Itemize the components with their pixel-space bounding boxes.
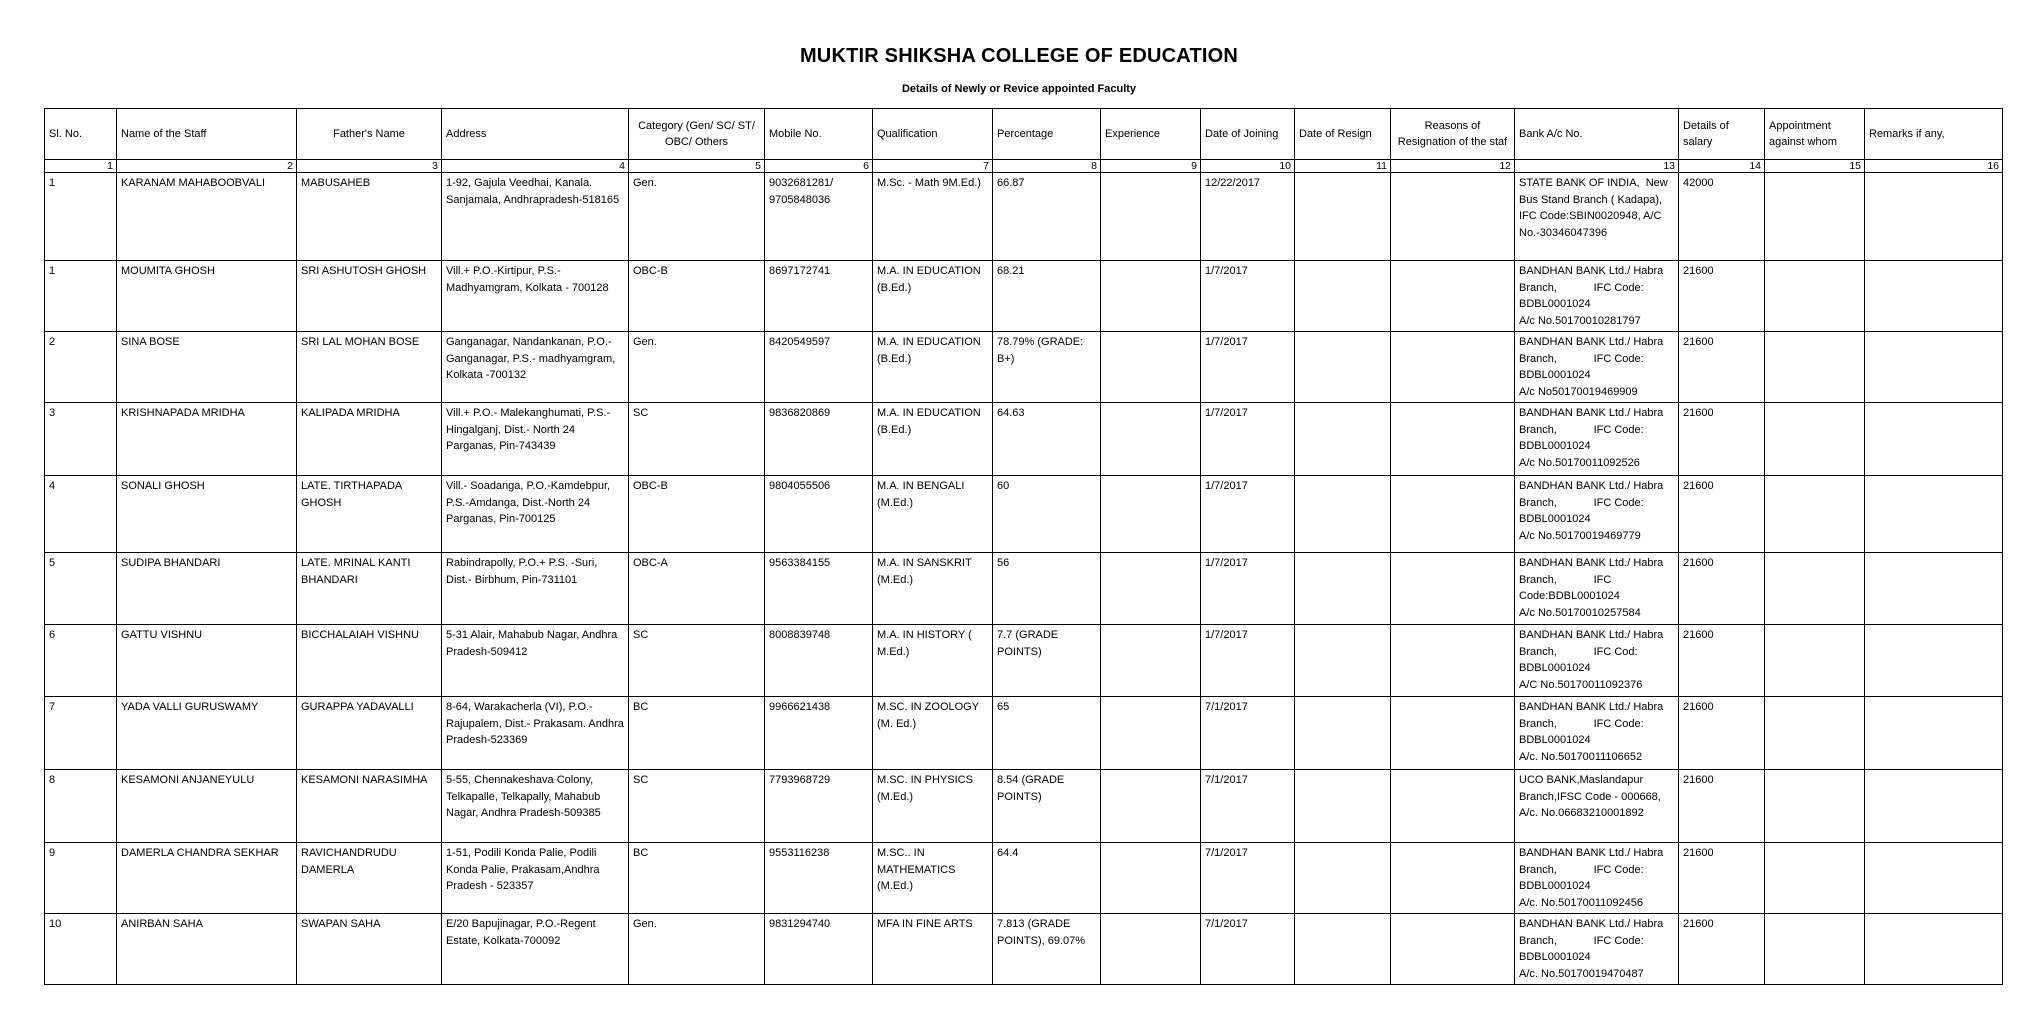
appointment-against-cell <box>1765 843 1865 914</box>
father-name-cell: KALIPADA MRIDHA <box>297 403 442 476</box>
serial-number-cell: 5 <box>45 553 117 625</box>
appointment-against-cell <box>1765 697 1865 770</box>
serial-number-cell: 1 <box>45 173 117 261</box>
table-row <box>45 914 2003 985</box>
mobile-cell: 8008839748 <box>765 625 873 697</box>
column-number: 7 <box>873 160 993 173</box>
address-cell: Vill.+ P.O.- Malekanghumati, P.S.- Hingalganj, Dist.- North 24 Parganas, Pin-743439 <box>442 403 629 476</box>
column-number: 4 <box>442 160 629 173</box>
staff-name-cell: SONALI GHOSH <box>117 476 297 553</box>
table-row <box>45 332 2003 403</box>
column-number: 3 <box>297 160 442 173</box>
appointment-against-cell <box>1765 403 1865 476</box>
category-cell: SC <box>629 625 765 697</box>
qualification-cell: M.A. IN BENGALI (M.Ed.) <box>873 476 993 553</box>
column-header: Date of Resign <box>1295 109 1391 160</box>
column-number-row <box>45 160 2003 173</box>
percentage-cell: 64.4 <box>993 843 1101 914</box>
address-cell: 5-55, Chennakeshava Colony, Telkapalle, Telkapally, Mahabub Nagar, Andhra Pradesh-509385 <box>442 770 629 843</box>
address-cell: 8-64, Warakacherla (VI), P.O.- Rajupalem, Dist.- Prakasam. Andhra Pradesh-523369 <box>442 697 629 770</box>
resign-date-cell <box>1295 403 1391 476</box>
resign-date-cell <box>1295 332 1391 403</box>
father-name-cell: RAVICHANDRUDU DAMERLA <box>297 843 442 914</box>
mobile-cell: 9836820869 <box>765 403 873 476</box>
column-header: Category (Gen/ SC/ ST/ OBC/ Others <box>629 109 765 160</box>
column-header: Appointment against whom <box>1765 109 1865 160</box>
address-cell: E/20 Bapujinagar, P.O.-Regent Estate, Kolkata-700092 <box>442 914 629 985</box>
column-number: 16 <box>1865 160 2003 173</box>
bank-account-cell <box>1515 261 1679 332</box>
resign-reason-cell <box>1391 476 1515 553</box>
bank-account-line: STATE BANK OF INDIA, New Bus Stand Branch ( Kadapa), IFC Code:SBIN0020948, A/C No.-30346047396 <box>1519 177 1671 239</box>
remarks-cell <box>1865 403 2003 476</box>
bank-account-line: BANDHAN BANK Ltd./ Habra Branch, IFC Code: BDBL0001024 <box>1519 407 1667 452</box>
salary-cell: 21600 <box>1679 553 1765 625</box>
qualification-cell: M.SC. IN ZOOLOGY (M. Ed.) <box>873 697 993 770</box>
salary-cell: 21600 <box>1679 914 1765 985</box>
resign-reason-cell <box>1391 403 1515 476</box>
appointment-against-cell <box>1765 261 1865 332</box>
staff-name-cell: KARANAM MAHABOOBVALI <box>117 173 297 261</box>
column-number: 13 <box>1515 160 1679 173</box>
table-row <box>45 697 2003 770</box>
bank-account-cell <box>1515 914 1679 985</box>
category-cell: BC <box>629 697 765 770</box>
mobile-cell: 9032681281/ 9705848036 <box>765 173 873 261</box>
experience-cell <box>1101 843 1201 914</box>
salary-cell: 21600 <box>1679 697 1765 770</box>
joining-date-cell: 1/7/2017 <box>1201 332 1295 403</box>
staff-name-cell: DAMERLA CHANDRA SEKHAR <box>117 843 297 914</box>
resign-reason-cell <box>1391 843 1515 914</box>
appointment-against-cell <box>1765 173 1865 261</box>
faculty-table <box>44 108 2003 985</box>
column-number: 14 <box>1679 160 1765 173</box>
column-header: Date of Joining <box>1201 109 1295 160</box>
salary-cell: 21600 <box>1679 843 1765 914</box>
column-number: 1 <box>45 160 117 173</box>
serial-number-cell: 7 <box>45 697 117 770</box>
column-header: Father's Name <box>297 109 442 160</box>
salary-cell: 21600 <box>1679 332 1765 403</box>
category-cell: OBC-A <box>629 553 765 625</box>
experience-cell <box>1101 914 1201 985</box>
resign-date-cell <box>1295 843 1391 914</box>
resign-reason-cell <box>1391 332 1515 403</box>
column-number: 2 <box>117 160 297 173</box>
resign-date-cell <box>1295 770 1391 843</box>
column-header: Remarks if any, <box>1865 109 2003 160</box>
bank-account-line: A/c No.50170010257584 <box>1519 606 1641 619</box>
father-name-cell: MABUSAHEB <box>297 173 442 261</box>
remarks-cell <box>1865 261 2003 332</box>
staff-name-cell: SINA BOSE <box>117 332 297 403</box>
staff-name-cell: YADA VALLI GURUSWAMY <box>117 697 297 770</box>
qualification-cell: M.SC. IN PHYSICS (M.Ed.) <box>873 770 993 843</box>
percentage-cell: 60 <box>993 476 1101 553</box>
category-cell: Gen. <box>629 332 765 403</box>
percentage-cell: 78.79% (GRADE: B+) <box>993 332 1101 403</box>
salary-cell: 42000 <box>1679 173 1765 261</box>
column-header: Address <box>442 109 629 160</box>
mobile-cell: 9553116238 <box>765 843 873 914</box>
address-cell: Vill.+ P.O.-Kirtipur, P.S.- Madhyamgram, Kolkata - 700128 <box>442 261 629 332</box>
address-cell: Vill.- Soadanga, P.O.-Kamdebpur, P.S.-Amdanga, Dist.-North 24 Parganas, Pin-700125 <box>442 476 629 553</box>
serial-number-cell: 9 <box>45 843 117 914</box>
bank-account-line: BANDHAN BANK Ltd./ Habra Branch, IFC Code: BDBL0001024 <box>1519 701 1667 746</box>
bank-account-line: UCO BANK,Maslandapur Branch,IFSC Code - 000668, A/c. No.06683210001892 <box>1519 774 1664 819</box>
resign-date-cell <box>1295 173 1391 261</box>
column-number: 11 <box>1295 160 1391 173</box>
column-header: Bank A/c No. <box>1515 109 1679 160</box>
table-row <box>45 625 2003 697</box>
percentage-cell: 7.813 (GRADE POINTS), 69.07% <box>993 914 1101 985</box>
joining-date-cell: 7/1/2017 <box>1201 697 1295 770</box>
joining-date-cell: 7/1/2017 <box>1201 843 1295 914</box>
father-name-cell: GURAPPA YADAVALLI <box>297 697 442 770</box>
percentage-cell: 65 <box>993 697 1101 770</box>
salary-cell: 21600 <box>1679 770 1765 843</box>
address-cell: 1-92, Gajula Veedhai, Kanala. Sanjamala, Andhrapradesh-518165 <box>442 173 629 261</box>
resign-date-cell <box>1295 261 1391 332</box>
column-number: 5 <box>629 160 765 173</box>
serial-number-cell: 4 <box>45 476 117 553</box>
experience-cell <box>1101 697 1201 770</box>
category-cell: OBC-B <box>629 476 765 553</box>
bank-account-line: A/c. No.50170011092456 <box>1519 896 1643 909</box>
resign-date-cell <box>1295 553 1391 625</box>
bank-account-cell <box>1515 476 1679 553</box>
table-row <box>45 173 2003 261</box>
serial-number-cell: 1 <box>45 261 117 332</box>
serial-number-cell: 10 <box>45 914 117 985</box>
column-header: Mobile No. <box>765 109 873 160</box>
column-header: Sl. No. <box>45 109 117 160</box>
joining-date-cell: 12/22/2017 <box>1201 173 1295 261</box>
column-header: Details of salary <box>1679 109 1765 160</box>
column-header: Qualification <box>873 109 993 160</box>
experience-cell <box>1101 625 1201 697</box>
percentage-cell: 8.54 (GRADE POINTS) <box>993 770 1101 843</box>
mobile-cell: 9804055506 <box>765 476 873 553</box>
father-name-cell: BICCHALAIAH VISHNU <box>297 625 442 697</box>
staff-name-cell: KESAMONI ANJANEYULU <box>117 770 297 843</box>
salary-cell: 21600 <box>1679 403 1765 476</box>
salary-cell: 21600 <box>1679 625 1765 697</box>
experience-cell <box>1101 403 1201 476</box>
bank-account-line: BANDHAN BANK Ltd./ Habra Branch, IFC Code: BDBL0001024 <box>1519 918 1667 963</box>
resign-reason-cell <box>1391 770 1515 843</box>
bank-account-cell <box>1515 553 1679 625</box>
bank-account-line: A/c No.50170011092526 <box>1519 456 1640 469</box>
qualification-cell: M.Sc. - Math 9M.Ed.) <box>873 173 993 261</box>
joining-date-cell: 1/7/2017 <box>1201 403 1295 476</box>
salary-cell: 21600 <box>1679 476 1765 553</box>
father-name-cell: LATE. MRINAL KANTI BHANDARI <box>297 553 442 625</box>
bank-account-cell <box>1515 697 1679 770</box>
joining-date-cell: 7/1/2017 <box>1201 770 1295 843</box>
joining-date-cell: 1/7/2017 <box>1201 625 1295 697</box>
qualification-cell: MFA IN FINE ARTS <box>873 914 993 985</box>
joining-date-cell: 1/7/2017 <box>1201 553 1295 625</box>
category-cell: OBC-B <box>629 261 765 332</box>
address-cell: Rabindrapolly, P.O.+ P.S. -Suri, Dist.- Birbhum, Pin-731101 <box>442 553 629 625</box>
bank-account-cell <box>1515 843 1679 914</box>
resign-date-cell <box>1295 914 1391 985</box>
qualification-cell: M.A. IN EDUCATION (B.Ed.) <box>873 332 993 403</box>
remarks-cell <box>1865 476 2003 553</box>
column-header: Experience <box>1101 109 1201 160</box>
remarks-cell <box>1865 843 2003 914</box>
experience-cell <box>1101 261 1201 332</box>
remarks-cell <box>1865 697 2003 770</box>
joining-date-cell: 7/1/2017 <box>1201 914 1295 985</box>
salary-cell: 21600 <box>1679 261 1765 332</box>
staff-name-cell: MOUMITA GHOSH <box>117 261 297 332</box>
staff-name-cell: GATTU VISHNU <box>117 625 297 697</box>
address-cell: 5-31 Alair, Mahabub Nagar, Andhra Pradesh-509412 <box>442 625 629 697</box>
address-cell: 1-51, Podili Konda Palie, Podili Konda Palie, Prakasam,Andhra Pradesh - 523357 <box>442 843 629 914</box>
bank-account-line: A/C No.50170011092376 <box>1519 678 1643 691</box>
table-row <box>45 770 2003 843</box>
column-number: 9 <box>1101 160 1201 173</box>
bank-account-cell <box>1515 403 1679 476</box>
percentage-cell: 56 <box>993 553 1101 625</box>
qualification-cell: M.A. IN HISTORY ( M.Ed.) <box>873 625 993 697</box>
mobile-cell: 9966621438 <box>765 697 873 770</box>
category-cell: SC <box>629 770 765 843</box>
table-row <box>45 553 2003 625</box>
bank-account-line: BANDHAN BANK Ltd./ Habra Branch, IFC Cod: BDBL0001024 <box>1519 629 1667 674</box>
serial-number-cell: 3 <box>45 403 117 476</box>
category-cell: SC <box>629 403 765 476</box>
father-name-cell: SRI ASHUTOSH GHOSH <box>297 261 442 332</box>
address-cell: Ganganagar, Nandankanan, P.O.- Ganganagar, P.S.- madhyamgram, Kolkata -700132 <box>442 332 629 403</box>
percentage-cell: 68.21 <box>993 261 1101 332</box>
bank-account-line: A/c. No.50170011106652 <box>1519 750 1643 763</box>
column-number: 15 <box>1765 160 1865 173</box>
experience-cell <box>1101 770 1201 843</box>
category-cell: Gen. <box>629 173 765 261</box>
resign-date-cell <box>1295 625 1391 697</box>
header-row <box>45 109 2003 160</box>
father-name-cell: KESAMONI NARASIMHA <box>297 770 442 843</box>
resign-date-cell <box>1295 476 1391 553</box>
qualification-cell: M.A. IN EDUCATION (B.Ed.) <box>873 403 993 476</box>
remarks-cell <box>1865 332 2003 403</box>
father-name-cell: SRI LAL MOHAN BOSE <box>297 332 442 403</box>
document-title: MUKTIR SHIKSHA COLLEGE OF EDUCATION <box>799 45 1239 67</box>
category-cell: BC <box>629 843 765 914</box>
father-name-cell: SWAPAN SAHA <box>297 914 442 985</box>
resign-reason-cell <box>1391 261 1515 332</box>
column-number: 6 <box>765 160 873 173</box>
experience-cell <box>1101 332 1201 403</box>
appointment-against-cell <box>1765 553 1865 625</box>
document-subtitle: Details of Newly or Revice appointed Faculty <box>901 83 1137 95</box>
table-row <box>45 403 2003 476</box>
table-row <box>45 261 2003 332</box>
joining-date-cell: 1/7/2017 <box>1201 476 1295 553</box>
bank-account-cell <box>1515 332 1679 403</box>
resign-reason-cell <box>1391 173 1515 261</box>
staff-name-cell: ANIRBAN SAHA <box>117 914 297 985</box>
resign-date-cell <box>1295 697 1391 770</box>
experience-cell <box>1101 553 1201 625</box>
father-name-cell: LATE. TIRTHAPADA GHOSH <box>297 476 442 553</box>
serial-number-cell: 8 <box>45 770 117 843</box>
bank-account-cell <box>1515 173 1679 261</box>
remarks-cell <box>1865 173 2003 261</box>
resign-reason-cell <box>1391 553 1515 625</box>
bank-account-line: BANDHAN BANK Ltd./ Habra Branch, IFC Code: BDBL0001024 <box>1519 847 1667 892</box>
mobile-cell: 8420549597 <box>765 332 873 403</box>
remarks-cell <box>1865 770 2003 843</box>
column-header: Percentage <box>993 109 1101 160</box>
resign-reason-cell <box>1391 697 1515 770</box>
qualification-cell: M.A. IN SANSKRIT (M.Ed.) <box>873 553 993 625</box>
experience-cell <box>1101 476 1201 553</box>
appointment-against-cell <box>1765 332 1865 403</box>
appointment-against-cell <box>1765 625 1865 697</box>
table-body <box>45 173 2003 985</box>
serial-number-cell: 2 <box>45 332 117 403</box>
serial-number-cell: 6 <box>45 625 117 697</box>
remarks-cell <box>1865 553 2003 625</box>
column-number: 8 <box>993 160 1101 173</box>
percentage-cell: 64.63 <box>993 403 1101 476</box>
bank-account-line: BANDHAN BANK Ltd./ Habra Branch, IFC Code: BDBL0001024 <box>1519 336 1667 381</box>
joining-date-cell: 1/7/2017 <box>1201 261 1295 332</box>
column-number: 10 <box>1201 160 1295 173</box>
mobile-cell: 9831294740 <box>765 914 873 985</box>
table-row <box>45 843 2003 914</box>
bank-account-line: BANDHAN BANK Ltd./ Habra Branch, IFC Code:BDBL0001024 <box>1519 557 1667 602</box>
remarks-cell <box>1865 914 2003 985</box>
bank-account-cell <box>1515 770 1679 843</box>
qualification-cell: M.SC.. IN MATHEMATICS (M.Ed.) <box>873 843 993 914</box>
bank-account-line: A/c No50170019469909 <box>1519 385 1638 398</box>
experience-cell <box>1101 173 1201 261</box>
bank-account-line: A/c No.50170019469779 <box>1519 529 1641 542</box>
appointment-against-cell <box>1765 914 1865 985</box>
appointment-against-cell <box>1765 476 1865 553</box>
appointment-against-cell <box>1765 770 1865 843</box>
column-number: 12 <box>1391 160 1515 173</box>
mobile-cell: 7793968729 <box>765 770 873 843</box>
percentage-cell: 66.87 <box>993 173 1101 261</box>
resign-reason-cell <box>1391 914 1515 985</box>
remarks-cell <box>1865 625 2003 697</box>
resign-reason-cell <box>1391 625 1515 697</box>
staff-name-cell: KRISHNAPADA MRIDHA <box>117 403 297 476</box>
column-header: Name of the Staff <box>117 109 297 160</box>
category-cell: Gen. <box>629 914 765 985</box>
bank-account-line: BANDHAN BANK Ltd./ Habra Branch, IFC Code: BDBL0001024 <box>1519 265 1667 310</box>
bank-account-line: A/c No.50170010281797 <box>1519 314 1641 327</box>
mobile-cell: 9563384155 <box>765 553 873 625</box>
bank-account-line: BANDHAN BANK Ltd./ Habra Branch, IFC Code: BDBL0001024 <box>1519 480 1667 525</box>
qualification-cell: M.A. IN EDUCATION (B.Ed.) <box>873 261 993 332</box>
staff-name-cell: SUDIPA BHANDARI <box>117 553 297 625</box>
table-row <box>45 476 2003 553</box>
column-header: Reasons of Resignation of the staf <box>1391 109 1515 160</box>
bank-account-line: A/c. No.50170019470487 <box>1519 967 1644 980</box>
bank-account-cell <box>1515 625 1679 697</box>
mobile-cell: 8697172741 <box>765 261 873 332</box>
percentage-cell: 7.7 (GRADE POINTS) <box>993 625 1101 697</box>
